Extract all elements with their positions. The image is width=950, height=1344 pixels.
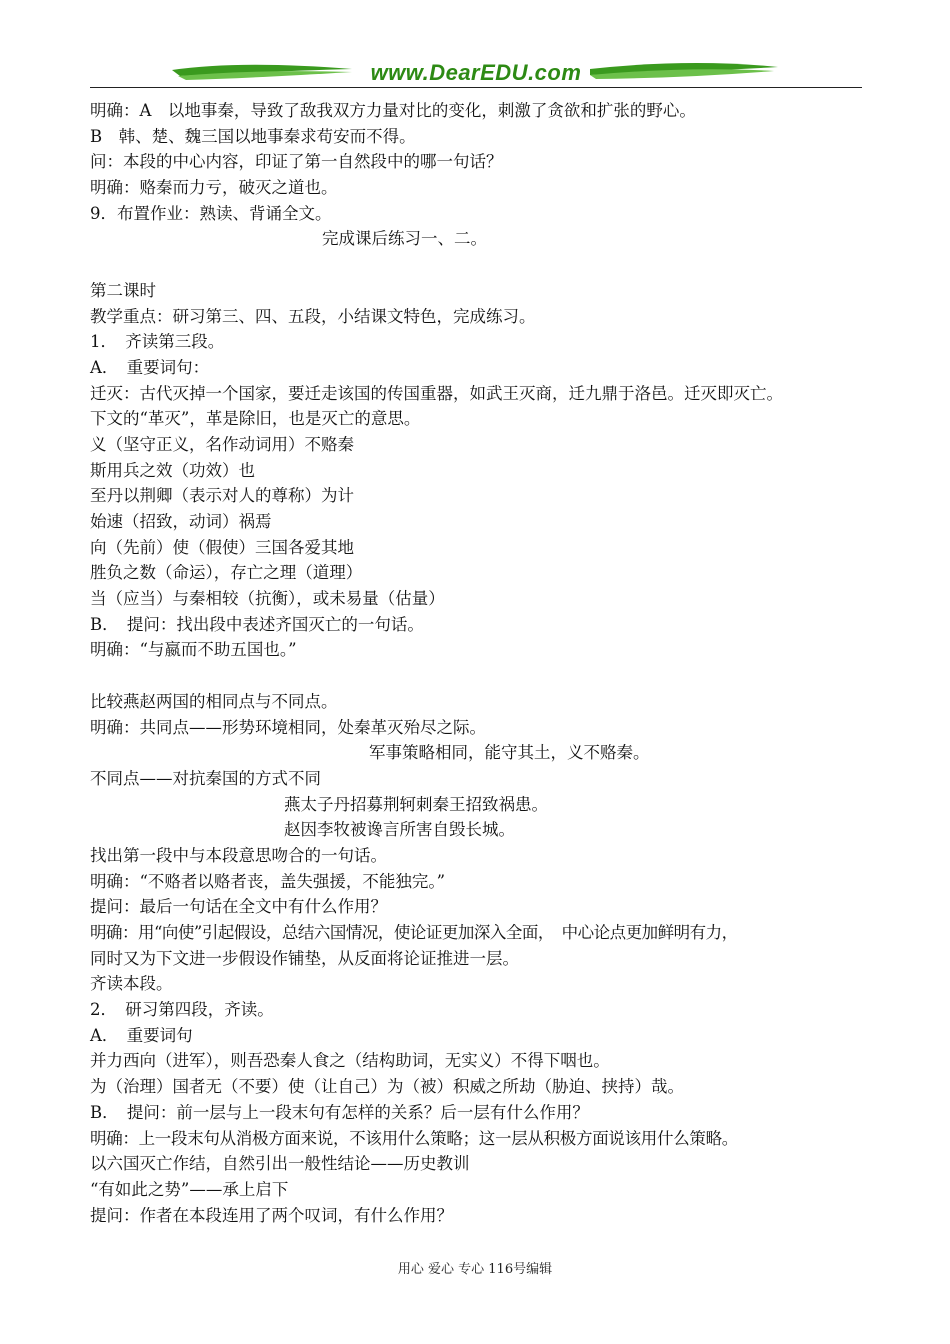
text-line: 并力西向（进军），则吾恐秦人食之（结构助词，无实义）不得下咽也。	[90, 1051, 610, 1071]
text-line: 1． 齐读第三段。	[90, 332, 225, 352]
text-line: 明确：用“向使”引起假设，总结六国情况，使论证更加深入全面， 中心论点更加鲜明有力，	[90, 923, 738, 942]
text-line: 胜负之数（命运），存亡之理（道理）	[90, 563, 363, 583]
blank-line	[90, 252, 865, 278]
text-line: 军事策略相同，能守其土，义不赂秦。	[369, 743, 650, 763]
text-line: 斯用兵之效（功效）也	[90, 460, 255, 480]
text-line: 以六国灭亡作结，自然引出一般性结论——历史教训	[90, 1154, 470, 1174]
text-line: 9．布置作业：熟读、背诵全文。	[90, 203, 332, 223]
text-line: 义（坚守正义，名作动词用）不赂秦	[90, 434, 354, 454]
text-line: B． 提问：前一层与上一段末句有怎样的关系？后一层有什么作用？	[90, 1102, 589, 1122]
text-line: 为（治理）国者无（不要）使（让自己）为（被）积威之所劫（胁迫、挟持）哉。	[90, 1077, 684, 1097]
page-footer: 用心 爱心 专心 116号编辑	[397, 1262, 553, 1277]
page-header	[90, 56, 862, 90]
text-line: B 韩、楚、魏三国以地事秦求苟安而不得。	[90, 126, 416, 146]
site-logo[interactable]: www.DearEDU.com	[370, 60, 582, 85]
text-line: 明确：A 以地事秦，导致了敌我双方力量对比的变化，刺激了贪欲和扩张的野心。	[90, 101, 696, 120]
text-line: A． 重要词句	[90, 1025, 193, 1045]
text-line: 同时又为下文进一步假设作铺垫，从反面将论证推进一层。	[90, 948, 519, 968]
text-line: 比较燕赵两国的相同点与不同点。	[90, 691, 338, 711]
text-line: 明确：“与嬴而不助五国也。”	[90, 640, 297, 660]
text-line: 提问：作者在本段连用了两个叹词，有什么作用？	[90, 1205, 453, 1225]
text-line: 向（先前）使（假使）三国各爱其地	[90, 537, 354, 557]
text-line: B． 提问：找出段中表述齐国灭亡的一句话。	[90, 614, 424, 634]
text-line: 教学重点：研习第三、四、五段，小结课文特色，完成练习。	[90, 306, 536, 326]
text-line: 明确：上一段末句从消极方面来说，不该用什么策略；这一层从积极方面说该用什么策略。	[90, 1128, 739, 1148]
header-divider	[90, 87, 862, 88]
text-line: 迁灭：古代灭掉一个国家，要迁走该国的传国重器，如武王灭商，迁九鼎于洛邑。迁灭即灭亡。	[90, 383, 783, 403]
text-line: 始速（招致，动词）祸焉	[90, 512, 272, 531]
text-line: 至丹以荆卿（表示对人的尊称）为计	[90, 486, 354, 506]
section-heading: 第二课时	[90, 280, 156, 300]
text-line: 明确：共同点——形势环境相同，处秦革灭殆尽之际。	[90, 717, 486, 737]
text-line: 问：本段的中心内容，印证了第一自然段中的哪一句话？	[90, 152, 503, 172]
text-line: “有如此之势”——承上启下	[90, 1179, 289, 1199]
text-line: 提问：最后一句话在全文中有什么作用？	[90, 897, 387, 917]
text-line: 燕太子丹招募荆轲刺秦王招致祸患。	[284, 794, 548, 814]
text-line: 2． 研习第四段，齐读。	[90, 1000, 274, 1020]
text-line: 完成课后练习一、二。	[322, 229, 487, 249]
text-line: 明确：赂秦而力亏，破灭之道也。	[90, 178, 338, 198]
text-line: 找出第一段中与本段意思吻合的一句话。	[90, 845, 387, 865]
text-line: 赵因李牧被谗言所害自毁长城。	[284, 820, 515, 840]
blank-line	[90, 663, 865, 689]
text-line: 不同点——对抗秦国的方式不同	[90, 768, 321, 788]
text-line: 当（应当）与秦相较（抗衡），或未易量（估量）	[90, 589, 445, 609]
text-line: 齐读本段。	[90, 974, 173, 994]
text-line: 下文的“革灭”，革是除旧，也是灭亡的意思。	[90, 409, 421, 429]
text-line: A． 重要词句：	[90, 357, 210, 377]
text-line: 明确：“不赂者以赂者丧，盖失强援，不能独完。”	[90, 871, 446, 891]
document-body	[90, 98, 865, 1228]
